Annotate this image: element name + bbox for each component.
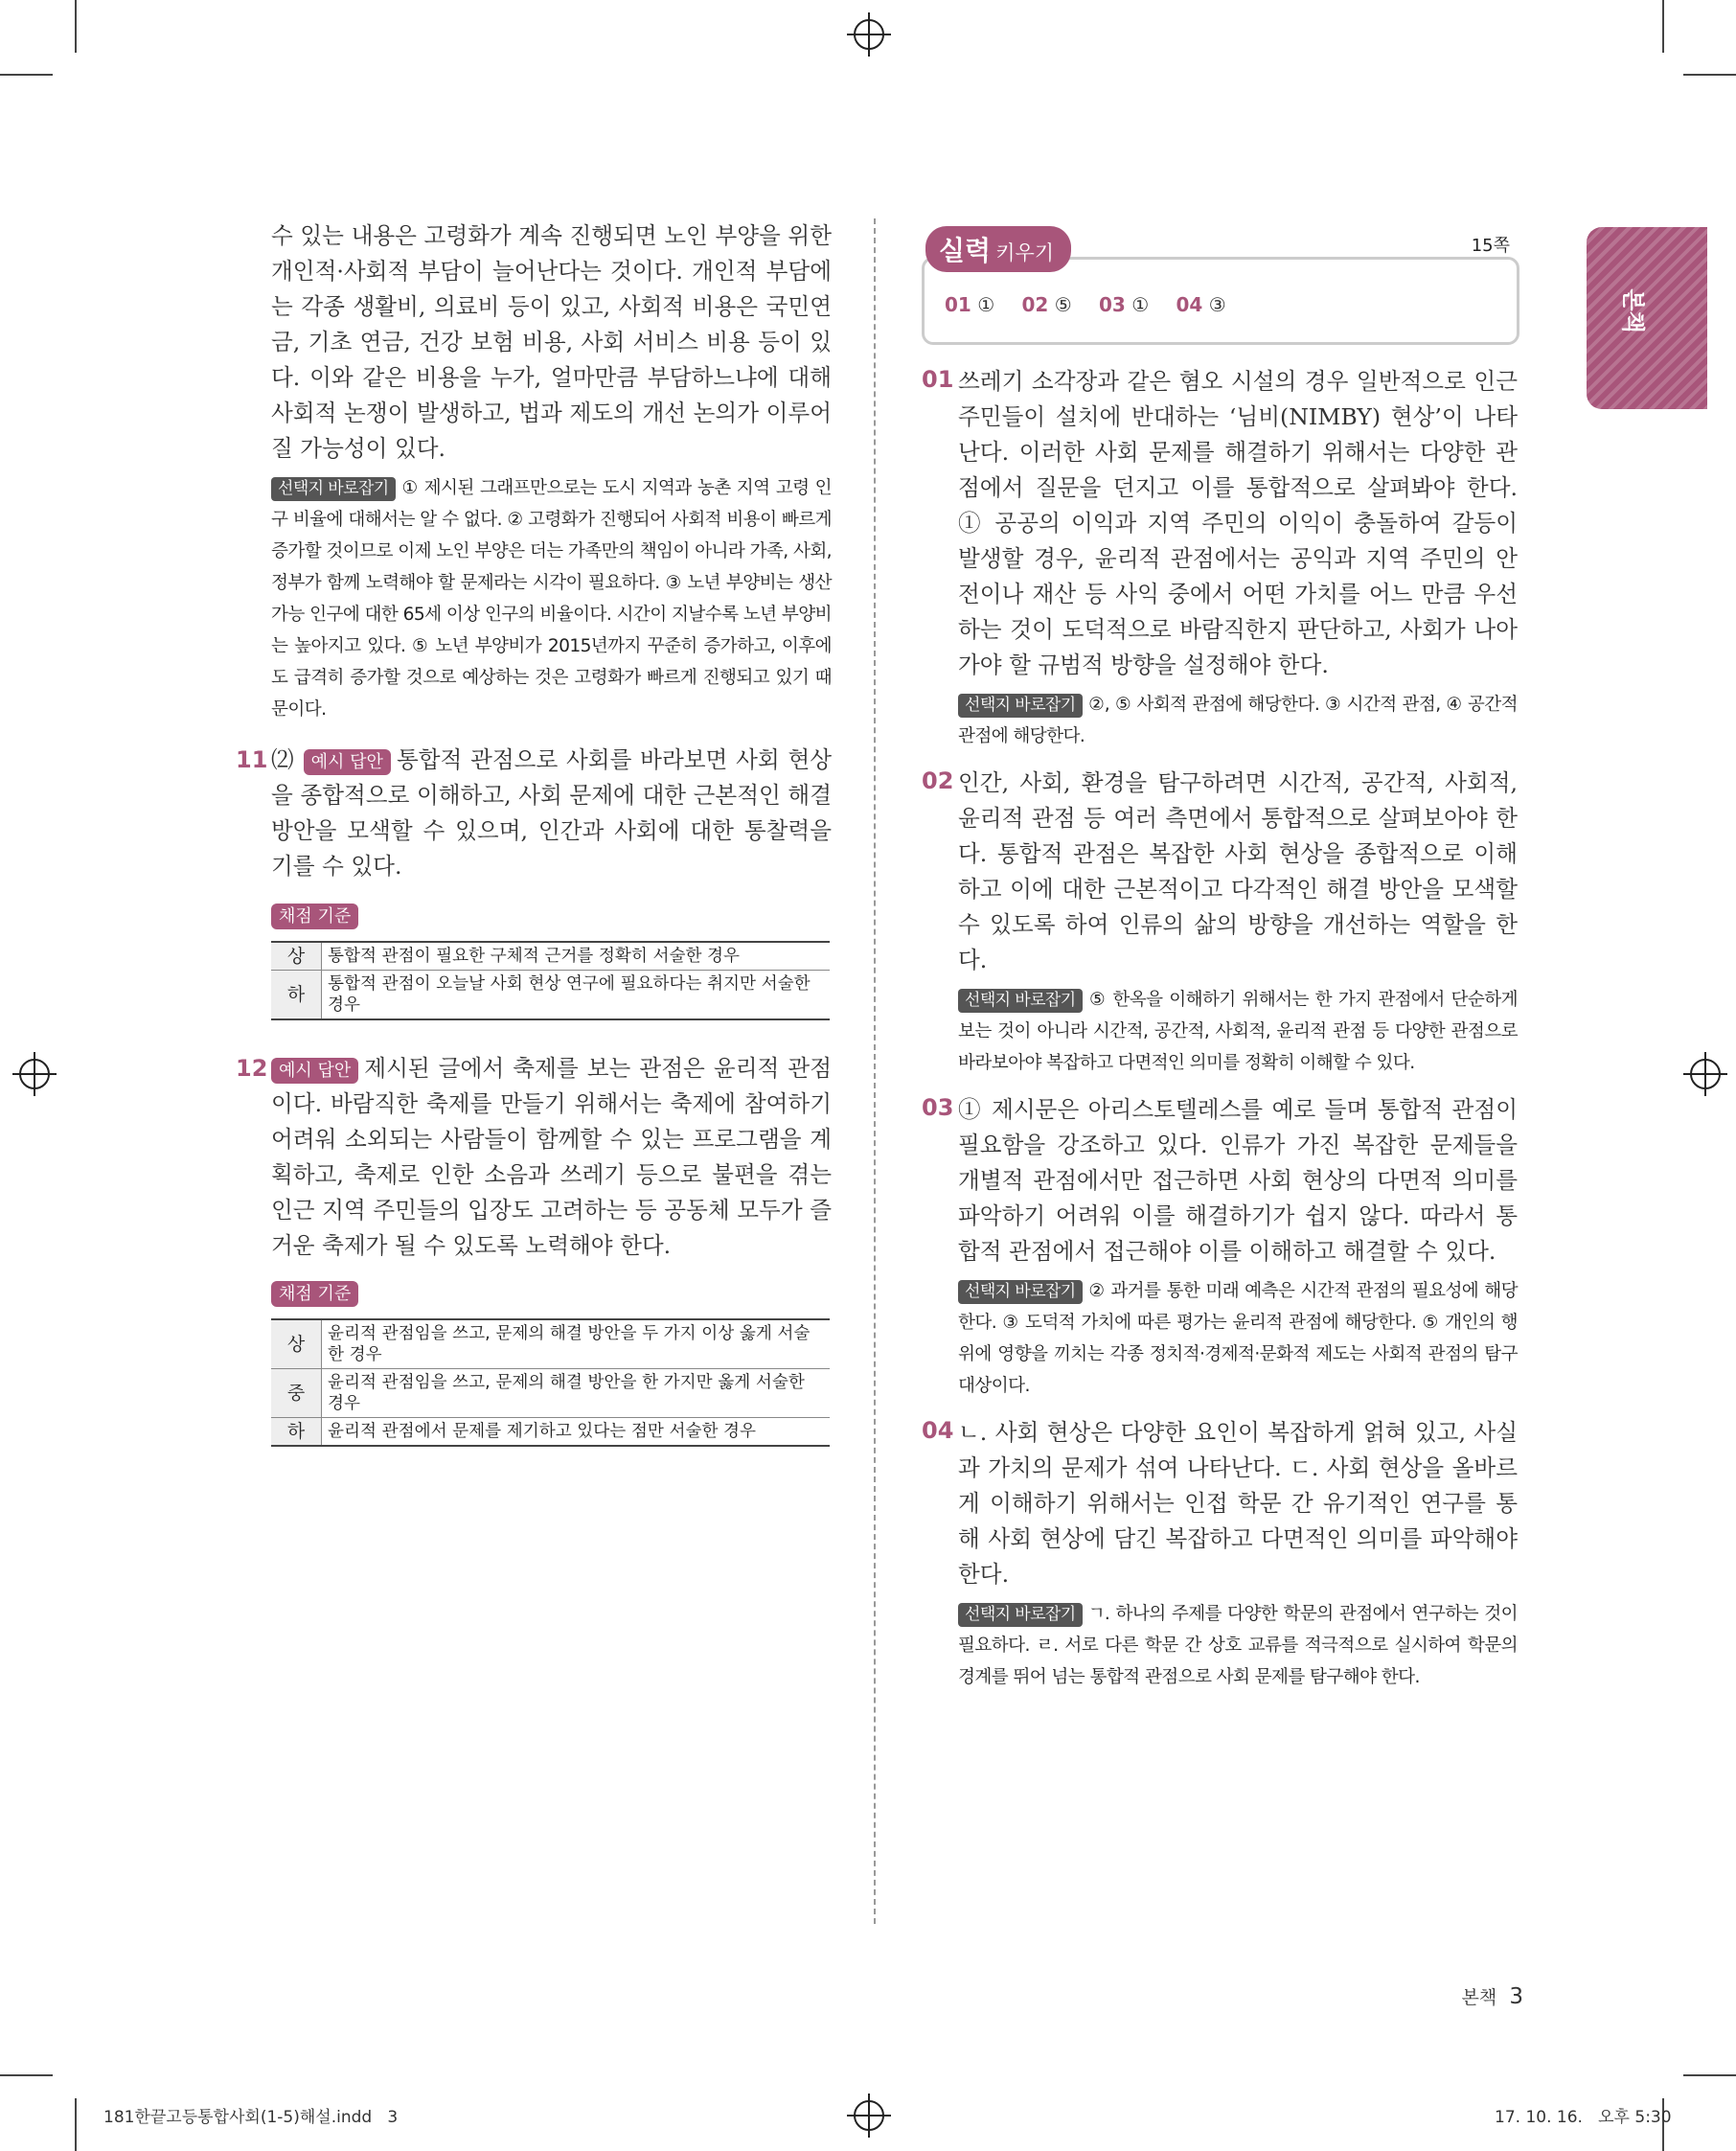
- table-row: [271, 971, 830, 1020]
- answer-item: [1022, 293, 1079, 316]
- page-number: 3: [1509, 1984, 1523, 2009]
- grade-level: 하: [271, 1418, 322, 1447]
- crop-mark: [75, 0, 77, 53]
- grade-level: 상: [271, 1319, 322, 1369]
- section-header: [925, 226, 1071, 272]
- timestamp: 17. 10. 16. 오후 5:30: [1495, 2108, 1672, 2127]
- fix-tag: 선택지 바로잡기: [958, 989, 1083, 1013]
- fix-text: ②, ⑤ 사회적 관점에 해당한다. ③ 시간적 관점, ④ 공간적 관점에 해당한다.: [958, 695, 1518, 746]
- right-column: [922, 222, 1518, 1693]
- explanation-03: [922, 1092, 1518, 1402]
- criteria-table: [271, 1318, 830, 1447]
- answer-item: [1176, 293, 1226, 316]
- crop-mark: [1683, 2074, 1736, 2076]
- fix-text: ⑤ 한옥을 이해하기 위해서는 한 가지 관점에서 단순하게 보는 것이 아니라 시간적, 공간적, 사회적, 윤리적 관점 등 다양한 관점으로 바라보아야 복잡하고 다면적인 의미를 정확히 이해할 수 있다.: [958, 990, 1518, 1073]
- registration-mark-icon: [854, 2100, 884, 2131]
- question-number: 11: [236, 746, 268, 773]
- table-row: [271, 1418, 830, 1447]
- answer-item: [1099, 293, 1155, 316]
- footer-book-label: 본책: [1461, 1987, 1497, 2008]
- answer-text: 제시된 글에서 축제를 보는 관점은 윤리적 관점이다. 바람직한 축제를 만들기 위해서는 축제에 참여하기 어려워 소외되는 사람들이 함께할 수 있는 프로그램을 계획하고, 축제로 인한 소음과 쓰레기 등으로 불편을 겪는 인근 지역 주민들의 입장도 고려하는 등 공동체 모두가 즐거운 축제가 될 수 있도록 노력해야 한다.: [271, 1055, 832, 1259]
- column-divider: [874, 218, 876, 1924]
- explanation-text: 인간, 사회, 환경을 탐구하려면 시간적, 공간적, 사회적, 윤리적 관점 등 여러 측면에서 통합적으로 살펴보아야 한다. 통합적 관점은 복잡한 사회 현상을 종합적으로 이해하고 이에 대한 근본적이고 다각적인 해결 방안을 모색할 수 있도록 하여 인류의 삶의 방향을 개선하는 역할을 한다.: [958, 769, 1518, 973]
- section-header-bold: 실력: [939, 235, 992, 266]
- registration-mark-icon: [854, 19, 884, 50]
- explanation-text: 쓰레기 소각장과 같은 혐오 시설의 경우 일반적으로 인근 주민들이 설치에 반대하는 ‘님비(NIMBY) 현상’이 나타난다. 이러한 사회 문제를 해결하기 위해서는 다양한 관점에서 질문을 던지고 이를 통합적으로 살펴봐야 한다. ① 공공의 이익과 지역 주민의 이익이 충돌하여 갈등이 발생할 경우, 윤리적 관점에서는 공익과 지역 주민의 안전이나 재산 등 사익 중에서 어떤 가치를 어느 만큼 우선하는 것이 도덕적으로 바람직한지 판단하고, 사회가 나아가야 할 규범적 방향을 설정해야 한다.: [958, 368, 1518, 678]
- side-tab: [1587, 227, 1707, 409]
- page-reference: 15쪽: [1471, 236, 1510, 256]
- explanation-fix: [958, 1598, 1518, 1693]
- explanation-01: [922, 364, 1518, 752]
- answer-item: [945, 293, 1001, 316]
- intro-paragraph: 수 있는 내용은 고령화가 계속 진행되면 노인 부양을 위한 개인적·사회적 부담이 늘어난다는 것이다. 개인적 부담에는 각종 생활비, 의료비 등이 있고, 사회적 비용은 국민연금, 기초 연금, 건강 보험 비용, 사회 서비스 비용 등이 있다. 이와 같은 비용을 누가, 얼마만큼 부담하느냐에 대해 사회적 논쟁이 발생하고, 법과 제도의 개선 논의가 이루어질 가능성이 있다.: [271, 222, 832, 462]
- fix-text: ② 과거를 통한 미래 예측은 시간적 관점의 필요성에 해당한다. ③ 도덕적 가치에 따른 평가는 윤리적 관점에 해당한다. ⑤ 개인의 행위에 영향을 끼치는 각종 정치적·경제적·문화적 제도는 사회적 관점의 탐구 대상이다.: [958, 1281, 1518, 1396]
- answer-num: 02: [1021, 293, 1049, 316]
- table-row: [271, 942, 830, 971]
- file-info: 181한끝고등통합사회(1-5)해설.indd 3: [103, 2108, 399, 2127]
- explanation-fix: [958, 689, 1518, 752]
- fix-tag: 선택지 바로잡기: [271, 477, 396, 501]
- grade-desc: 윤리적 관점임을 쓰고, 문제의 해결 방안을 두 가지 이상 옳게 서술한 경우: [322, 1319, 831, 1369]
- answer-text: 통합적 관점으로 사회를 바라보면 사회 현상을 종합적으로 이해하고, 사회 문제에 대한 근본적인 해결 방안을 모색할 수 있으며, 인간과 사회에 대한 통찰력을 기를 수 있다.: [271, 746, 833, 880]
- grade-level: 상: [271, 942, 322, 971]
- answer-choice: ①: [977, 293, 995, 316]
- explanation-04: [922, 1415, 1518, 1693]
- page-footer: [1437, 1983, 1523, 2009]
- answer-key-box: [922, 222, 1518, 337]
- answer-choice: ①: [1131, 293, 1150, 316]
- registration-mark-icon: [19, 1059, 50, 1089]
- explanation-02: [922, 766, 1518, 1079]
- question-number: 02: [922, 767, 954, 794]
- question-number: 03: [922, 1094, 954, 1121]
- question-12: [236, 1051, 832, 1447]
- question-number: 04: [922, 1417, 954, 1444]
- question-number: 12: [236, 1055, 268, 1082]
- criteria-table: [271, 941, 830, 1020]
- grade-desc: 윤리적 관점에서 문제를 제기하고 있다는 점만 서술한 경우: [322, 1418, 831, 1447]
- crop-mark: [75, 2098, 77, 2151]
- table-row: [271, 1319, 830, 1369]
- answer-list: [945, 293, 1226, 316]
- answer-choice: ③: [1208, 293, 1226, 316]
- answer-num: 01: [945, 293, 971, 316]
- section-header-rest: 키우기: [995, 241, 1055, 264]
- answer-prefix: ⑵: [271, 746, 295, 773]
- intro-fix: [271, 472, 832, 725]
- registration-mark-icon: [1690, 1059, 1721, 1089]
- question-number: 01: [922, 366, 954, 393]
- question-11: [236, 743, 833, 1020]
- explanation-text: ㄴ. 사회 현상은 다양한 요인이 복잡하게 얽혀 있고, 사실과 가치의 문제가 섞여 나타난다. ㄷ. 사회 현상을 올바르게 이해하기 위해서는 인접 학문 간 유기적인 연구를 통해 사회 현상에 담긴 복잡하고 다면적인 의미를 파악해야 한다.: [958, 1419, 1518, 1588]
- criteria-tag: 채점 기준: [271, 904, 358, 929]
- fix-tag: 선택지 바로잡기: [958, 694, 1083, 718]
- side-tab-label: 본책: [1619, 288, 1647, 333]
- explanation-fix: [958, 1275, 1518, 1402]
- example-answer-tag: 예시 답안: [271, 1058, 358, 1084]
- grade-desc: 통합적 관점이 필요한 구체적 근거를 정확히 서술한 경우: [322, 942, 831, 971]
- crop-mark: [1662, 0, 1664, 53]
- example-answer-tag: 예시 답안: [304, 749, 391, 775]
- answer-num: 04: [1176, 293, 1203, 316]
- fix-tag: 선택지 바로잡기: [958, 1280, 1083, 1304]
- explanation-text: ① 제시문은 아리스토텔레스를 예로 들며 통합적 관점이 필요함을 강조하고 있다. 인류가 가진 복잡한 문제들을 개별적 관점에서만 접근하면 사회 현상의 다면적 의미를 파악하기 어려워 이를 해결하기가 쉽지 않다. 따라서 통합적 관점에서 접근해야 이를 이해하고 해결할 수 있다.: [958, 1096, 1518, 1265]
- left-column: [236, 218, 833, 1447]
- crop-mark: [0, 74, 53, 76]
- grade-desc: 통합적 관점이 오늘날 사회 현상 연구에 필요하다는 취지만 서술한 경우: [322, 971, 831, 1020]
- explanation-fix: [958, 984, 1518, 1079]
- fix-tag: 선택지 바로잡기: [958, 1603, 1083, 1627]
- crop-mark: [1683, 74, 1736, 76]
- criteria-tag: 채점 기준: [271, 1281, 358, 1307]
- answer-choice: ⑤: [1054, 293, 1072, 316]
- fix-text: ㄱ. 하나의 주제를 다양한 학문의 관점에서 연구하는 것이 필요하다. ㄹ. 서로 다른 학문 간 상호 교류를 적극적으로 실시하여 학문의 경계를 뛰어 넘는 통합적 관점으로 사회 문제를 탐구해야 한다.: [958, 1604, 1518, 1687]
- table-row: [271, 1369, 830, 1418]
- answer-num: 03: [1099, 293, 1126, 316]
- crop-mark: [0, 2074, 53, 2076]
- grade-desc: 윤리적 관점임을 쓰고, 문제의 해결 방안을 한 가지만 옳게 서술한 경우: [322, 1369, 831, 1418]
- grade-level: 중: [271, 1369, 322, 1418]
- grade-level: 하: [271, 971, 322, 1020]
- intro-fix-text: ① 제시된 그래프만으로는 도시 지역과 농촌 지역 고령 인구 비율에 대해서는 알 수 없다. ② 고령화가 진행되어 사회적 비용이 빠르게 증가할 것이므로 이제 노인 부양은 더는 가족만의 책임이 아니라 가족, 사회, 정부가 함께 노력해야 할 문제라는 시각이 필요하다. ③ 노년 부양비는 생산 가능 인구에 대한 65세 이상 인구의 비율이다. 시간이 지날수록 노년 부양비는 높아지고 있다. ⑤ 노년 부양비가 2015년까지 꾸준히 증가하고, 이후에도 급격히 증가할 것으로 예상하는 것은 고령화가 빠르게 진행되고 있기 때문이다.: [271, 478, 832, 720]
